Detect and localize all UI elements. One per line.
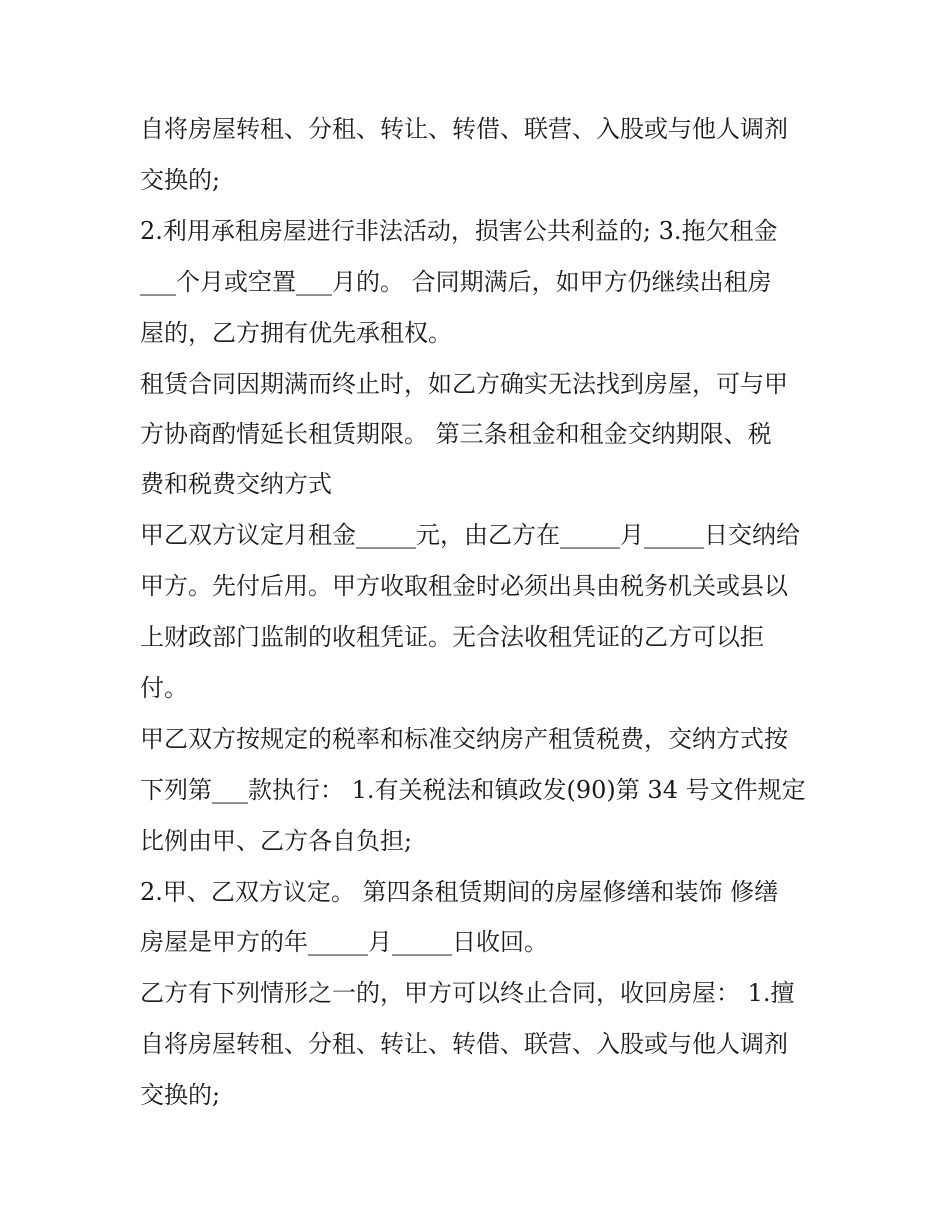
document-line: 乙方有下列情形之一的，甲方可以终止合同，收回房屋： 1.擅 [140, 979, 795, 1007]
document-line: 比例由甲、乙方各自负担; [140, 827, 413, 855]
document-line: 2.甲、乙双方议定。 第四条租赁期间的房屋修缮和装饰 修缮 [140, 878, 779, 906]
document-line: 房屋是甲方的年_____月_____日收回。 [140, 928, 548, 956]
document-line: 下列第___款执行： 1.有关税法和镇政发(90)第 34 号文件规定 [140, 776, 806, 804]
document-line: 交换的; [140, 166, 221, 194]
document-line: 自将房屋转租、分租、转让、转借、联营、入股或与他人调剂 [140, 1030, 788, 1058]
document-line: 甲乙双方按规定的税率和标准交纳房产租赁税费，交纳方式按 [140, 725, 788, 753]
document-line: 付。 [140, 674, 188, 702]
document-line: 交换的; [140, 1081, 221, 1109]
document-line: 屋的，乙方拥有优先承租权。 [140, 319, 452, 347]
document-line: 方协商酌情延长租赁期限。 第三条租金和租金交纳期限、税 [140, 420, 772, 448]
document-line: 自将房屋转租、分租、转让、转借、联营、入股或与他人调剂 [140, 115, 788, 143]
document-line: 费和税费交纳方式 [140, 470, 332, 498]
document-line: 租赁合同因期满而终止时，如乙方确实无法找到房屋，可与甲 [140, 370, 788, 398]
document-line: 2.利用承租房屋进行非法活动，损害公共利益的; 3.拖欠租金 [140, 217, 778, 245]
document-line: ___个月或空置___月的。 合同期满后，如甲方仍继续出租房 [140, 268, 772, 296]
document-line: 甲乙双方议定月租金_____元，由乙方在_____月_____日交纳给 [140, 521, 800, 549]
document-line: 上财政部门监制的收租凭证。无合法收租凭证的乙方可以拒 [140, 623, 764, 651]
document-line: 甲方。先付后用。甲方收取租金时必须出具由税务机关或县以 [140, 572, 788, 600]
